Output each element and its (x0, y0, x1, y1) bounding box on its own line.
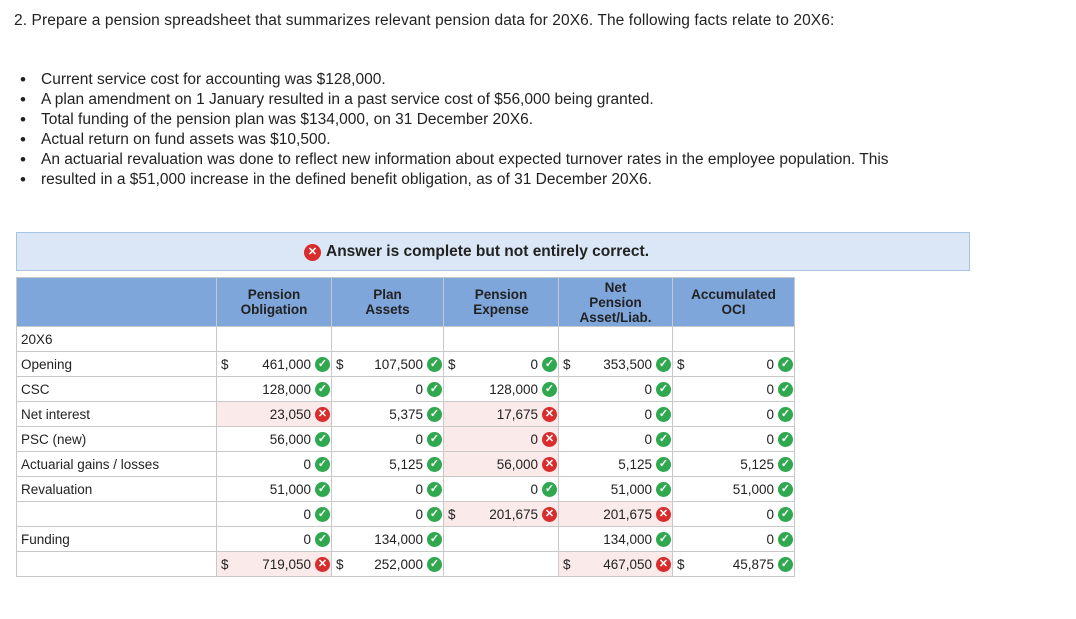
value-cell (217, 477, 332, 502)
check-icon: ✓ (778, 407, 793, 422)
amount-input[interactable]: 23,050 (269, 406, 311, 422)
status-mark (655, 532, 672, 547)
check-icon: ✓ (427, 507, 442, 522)
status-mark (777, 382, 794, 397)
column-header-line: Assets (365, 302, 410, 317)
amount-input[interactable]: 5,125 (618, 456, 652, 472)
status-mark (541, 382, 558, 397)
amount-input[interactable]: 0 (415, 381, 423, 397)
value-cell (559, 477, 673, 502)
x-icon: ✕ (656, 507, 671, 522)
status-mark (426, 382, 443, 397)
value-cell (444, 427, 559, 452)
status-mark (426, 482, 443, 497)
check-icon: ✓ (656, 432, 671, 447)
value-cell (444, 352, 559, 377)
empty-cell (217, 327, 332, 352)
value-cell (559, 427, 673, 452)
currency-symbol: $ (677, 356, 685, 372)
value-cell (444, 477, 559, 502)
row-label: Funding (17, 527, 217, 552)
empty-cell (332, 327, 444, 352)
value-cell (332, 477, 444, 502)
currency-symbol: $ (563, 556, 571, 572)
status-mark (541, 507, 558, 522)
table-row (17, 427, 795, 452)
status-mark (314, 457, 331, 472)
value-cell (559, 502, 673, 527)
column-header (444, 278, 559, 327)
amount-input[interactable]: 128,000 (489, 381, 538, 397)
amount-input[interactable]: 51,000 (269, 481, 311, 497)
amount-input[interactable]: 0 (530, 431, 538, 447)
amount-input[interactable]: 201,675 (489, 506, 538, 522)
check-icon: ✓ (427, 357, 442, 372)
status-mark (655, 507, 672, 522)
check-icon: ✓ (315, 432, 330, 447)
row-label: CSC (17, 377, 217, 402)
status-mark (777, 432, 794, 447)
table-row (17, 352, 795, 377)
status-mark (777, 532, 794, 547)
check-icon: ✓ (656, 382, 671, 397)
currency-symbol: $ (563, 356, 571, 372)
status-mark (655, 382, 672, 397)
currency-symbol: $ (677, 556, 685, 572)
check-icon: ✓ (427, 432, 442, 447)
value-cell (217, 552, 332, 577)
status-mark (655, 482, 672, 497)
column-header-line: Accumulated (691, 287, 776, 302)
amount-input[interactable]: 0 (415, 431, 423, 447)
value-cell (217, 402, 332, 427)
status-mark (655, 357, 672, 372)
fact-item: • A plan amendment on 1 January resulted in a past service cost of $56,000 being granted. (20, 90, 889, 110)
x-icon: ✕ (656, 557, 671, 572)
amount-input[interactable]: 0 (303, 506, 311, 522)
value-cell (332, 552, 444, 577)
empty-cell (559, 327, 673, 352)
check-icon: ✓ (315, 482, 330, 497)
amount-input[interactable]: 51,000 (732, 481, 774, 497)
x-icon: ✕ (542, 407, 557, 422)
status-mark (426, 557, 443, 572)
row-label: Revaluation (17, 477, 217, 502)
amount-input[interactable]: 0 (644, 406, 652, 422)
amount-input[interactable]: 0 (766, 406, 774, 422)
fact-item: • Actual return on fund assets was $10,500. (20, 130, 889, 150)
status-mark (314, 432, 331, 447)
header-corner (17, 278, 217, 327)
status-mark (777, 557, 794, 572)
value-cell (673, 402, 795, 427)
check-icon: ✓ (427, 532, 442, 547)
amount-input[interactable]: 0 (766, 356, 774, 372)
amount-input[interactable]: 56,000 (496, 456, 538, 472)
value-cell (673, 477, 795, 502)
check-icon: ✓ (542, 357, 557, 372)
value-cell (673, 452, 795, 477)
value-cell (332, 452, 444, 477)
status-mark (655, 432, 672, 447)
value-cell (559, 527, 673, 552)
check-icon: ✓ (778, 432, 793, 447)
amount-input[interactable]: 128,000 (262, 381, 311, 397)
check-icon: ✓ (778, 357, 793, 372)
amount-input[interactable]: 51,000 (610, 481, 652, 497)
check-icon: ✓ (315, 457, 330, 472)
table-row (17, 402, 795, 427)
check-icon: ✓ (656, 407, 671, 422)
amount-input[interactable]: 201,675 (603, 506, 652, 522)
column-header-line: OCI (721, 302, 746, 317)
status-mark (314, 357, 331, 372)
table-row (17, 327, 795, 352)
currency-symbol: $ (221, 356, 229, 372)
amount-input[interactable]: 0 (766, 506, 774, 522)
value-cell (673, 352, 795, 377)
check-icon: ✓ (656, 532, 671, 547)
status-mark (426, 432, 443, 447)
currency-symbol: $ (448, 356, 456, 372)
value-cell (559, 402, 673, 427)
check-icon: ✓ (315, 382, 330, 397)
pension-spreadsheet (16, 277, 795, 577)
value-cell (217, 527, 332, 552)
value-cell (673, 527, 795, 552)
table-row (17, 477, 795, 502)
status-mark (777, 407, 794, 422)
value-cell (332, 402, 444, 427)
amount-input[interactable]: 719,050 (262, 556, 311, 572)
value-cell (332, 527, 444, 552)
check-icon: ✓ (427, 382, 442, 397)
facts-list (20, 70, 889, 190)
status-mark (541, 457, 558, 472)
column-header-line: Net (604, 279, 627, 295)
status-mark (655, 557, 672, 572)
column-header (217, 278, 332, 327)
status-mark (541, 482, 558, 497)
check-icon: ✓ (778, 482, 793, 497)
column-header (332, 278, 444, 327)
table-row (17, 452, 795, 477)
status-mark (426, 507, 443, 522)
value-cell (217, 502, 332, 527)
empty-cell (444, 552, 559, 577)
value-cell (332, 502, 444, 527)
amount-input[interactable]: 134,000 (374, 531, 423, 547)
column-header-line: Pension (589, 294, 642, 310)
status-mark (314, 557, 331, 572)
row-label: PSC (new) (17, 427, 217, 452)
check-icon: ✓ (542, 382, 557, 397)
fact-item: • Current service cost for accounting was $128,000. (20, 70, 889, 90)
fact-item-continuation (20, 170, 889, 190)
amount-input[interactable]: 353,500 (603, 356, 652, 372)
amount-input[interactable]: 467,050 (603, 556, 652, 572)
amount-input[interactable]: 5,375 (389, 406, 423, 422)
status-mark (777, 482, 794, 497)
row-label: 20X6 (17, 327, 217, 352)
result-banner-text: Answer is complete but not entirely correct. (326, 243, 649, 260)
status-mark (655, 457, 672, 472)
x-icon: ✕ (304, 244, 321, 261)
amount-input[interactable]: 461,000 (262, 356, 311, 372)
status-mark (314, 507, 331, 522)
column-header-line: Plan (373, 287, 402, 302)
fact-item: • An actuarial revaluation was done to reflect new information about expected turnover rates in the employee population. This (20, 150, 889, 170)
amount-input[interactable]: 107,500 (374, 356, 423, 372)
currency-symbol: $ (221, 556, 229, 572)
amount-input[interactable]: 0 (644, 381, 652, 397)
currency-symbol: $ (336, 556, 344, 572)
row-label (17, 552, 217, 577)
header-row (17, 278, 795, 327)
amount-input[interactable]: 45,875 (732, 556, 774, 572)
empty-cell (444, 527, 559, 552)
row-label: Actuarial gains / losses (17, 452, 217, 477)
value-cell (444, 377, 559, 402)
amount-input[interactable]: 252,000 (374, 556, 423, 572)
amount-input[interactable]: 0 (766, 531, 774, 547)
amount-input[interactable]: 0 (530, 356, 538, 372)
row-label: Opening (17, 352, 217, 377)
status-mark (314, 532, 331, 547)
status-mark (426, 407, 443, 422)
column-header (673, 278, 795, 327)
amount-input[interactable]: 56,000 (269, 431, 311, 447)
amount-input[interactable]: 0 (766, 431, 774, 447)
check-icon: ✓ (427, 482, 442, 497)
x-icon: ✕ (315, 407, 330, 422)
status-mark (426, 357, 443, 372)
amount-input[interactable]: 17,675 (496, 406, 538, 422)
column-header-line: Obligation (240, 302, 308, 317)
check-icon: ✓ (427, 407, 442, 422)
check-icon: ✓ (778, 457, 793, 472)
table-row (17, 527, 795, 552)
amount-input[interactable]: 0 (415, 506, 423, 522)
check-icon: ✓ (315, 357, 330, 372)
x-icon: ✕ (315, 557, 330, 572)
value-cell (332, 377, 444, 402)
value-cell (444, 502, 559, 527)
currency-symbol: $ (336, 356, 344, 372)
table-row (17, 377, 795, 402)
status-mark (777, 457, 794, 472)
fact-item: • Total funding of the pension plan was $134,000, on 31 December 20X6. (20, 110, 889, 130)
status-mark (314, 482, 331, 497)
value-cell (217, 452, 332, 477)
row-label: Net interest (17, 402, 217, 427)
status-mark (541, 407, 558, 422)
check-icon: ✓ (315, 532, 330, 547)
amount-input[interactable]: 5,125 (389, 456, 423, 472)
column-header-line: Pension (474, 287, 528, 302)
status-mark (541, 432, 558, 447)
status-mark (777, 507, 794, 522)
check-icon: ✓ (656, 357, 671, 372)
table-row (17, 552, 795, 577)
value-cell (332, 352, 444, 377)
value-cell (217, 427, 332, 452)
check-icon: ✓ (656, 482, 671, 497)
check-icon: ✓ (778, 557, 793, 572)
amount-input[interactable]: 5,125 (740, 456, 774, 472)
amount-input[interactable]: 0 (415, 481, 423, 497)
status-mark (314, 407, 331, 422)
question-text: 2. Prepare a pension spreadsheet that summarizes relevant pension data for 20X6. The following facts relate to 20X6: (14, 12, 835, 29)
fact-continuation-text: resulted in a $51,000 increase in the defined benefit obligation, as of 31 December 20X6. (41, 171, 652, 188)
value-cell (559, 377, 673, 402)
value-cell (559, 452, 673, 477)
column-header-line: Asset/Liab. (579, 309, 652, 325)
check-icon: ✓ (778, 382, 793, 397)
status-mark (314, 382, 331, 397)
value-cell (217, 377, 332, 402)
amount-input[interactable]: 0 (766, 381, 774, 397)
currency-symbol: $ (448, 506, 456, 522)
value-cell (673, 552, 795, 577)
amount-input[interactable]: 134,000 (603, 531, 652, 547)
value-cell (444, 402, 559, 427)
status-mark (426, 532, 443, 547)
amount-input[interactable]: 0 (644, 431, 652, 447)
check-icon: ✓ (778, 532, 793, 547)
check-icon: ✓ (427, 557, 442, 572)
empty-cell (673, 327, 795, 352)
x-icon: ✕ (542, 507, 557, 522)
amount-input[interactable]: 0 (303, 456, 311, 472)
empty-cell (444, 327, 559, 352)
status-mark (541, 357, 558, 372)
amount-input[interactable]: 0 (530, 481, 538, 497)
value-cell (332, 427, 444, 452)
status-mark (655, 407, 672, 422)
value-cell (559, 352, 673, 377)
x-icon: ✕ (542, 432, 557, 447)
value-cell (217, 352, 332, 377)
check-icon: ✓ (778, 507, 793, 522)
column-header-line: Expense (473, 302, 529, 317)
check-icon: ✓ (315, 507, 330, 522)
row-label (17, 502, 217, 527)
result-banner (16, 232, 970, 271)
value-cell (673, 427, 795, 452)
table-row (17, 502, 795, 527)
check-icon: ✓ (542, 482, 557, 497)
column-header (559, 278, 673, 327)
check-icon: ✓ (656, 457, 671, 472)
value-cell (444, 452, 559, 477)
status-mark (777, 357, 794, 372)
value-cell (673, 502, 795, 527)
value-cell (559, 552, 673, 577)
value-cell (673, 377, 795, 402)
check-icon: ✓ (427, 457, 442, 472)
x-icon: ✕ (542, 457, 557, 472)
status-mark (426, 457, 443, 472)
amount-input[interactable]: 0 (303, 531, 311, 547)
column-header-line: Pension (247, 287, 301, 302)
